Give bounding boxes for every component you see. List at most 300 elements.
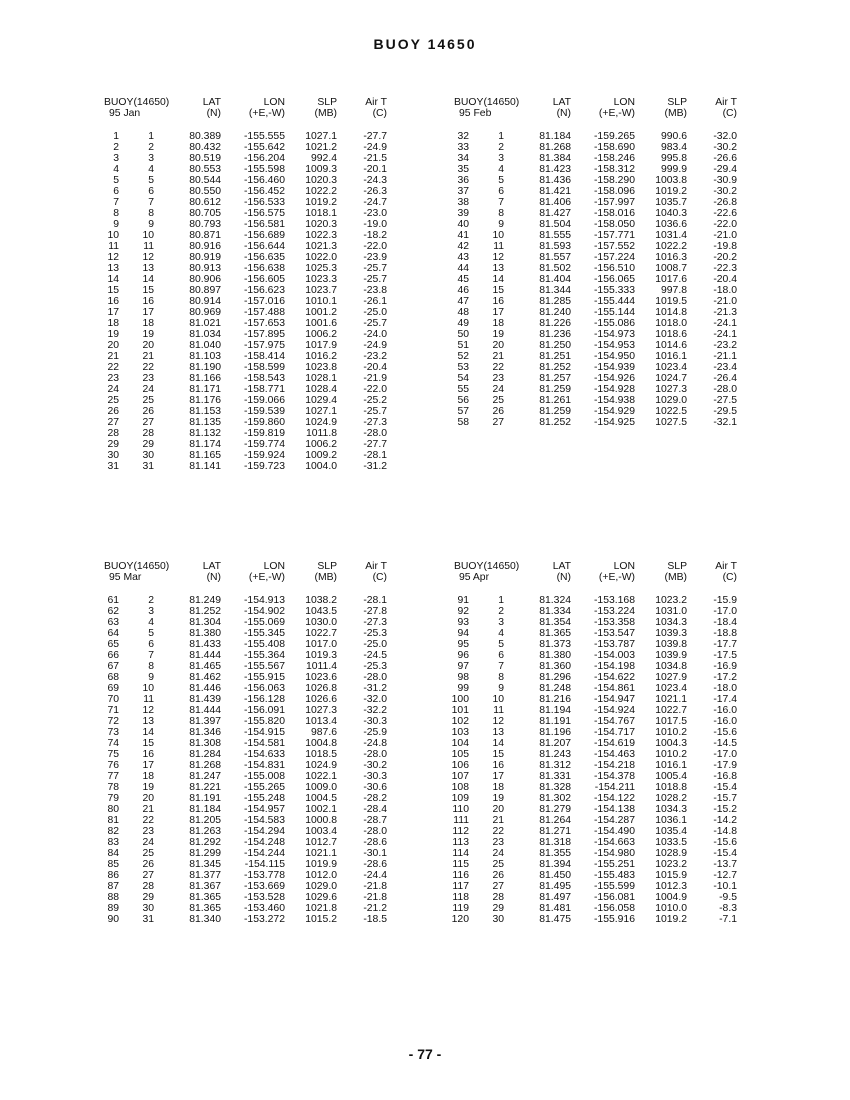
airt-cell: -32.0: [713, 131, 737, 142]
lon-cell: -154.218: [593, 760, 635, 771]
day-index-cell: 49: [457, 318, 469, 329]
day-index-cell: 34: [457, 153, 469, 164]
airt-unit-header: (C): [372, 572, 387, 583]
lat-cell: 81.243: [539, 749, 571, 760]
lat-cell: 80.519: [189, 153, 221, 164]
table-row: [454, 417, 754, 428]
table-row: [104, 373, 404, 384]
lat-cell: 80.432: [189, 142, 221, 153]
lon-cell: -155.086: [593, 318, 635, 329]
airt-cell: -21.2: [363, 903, 387, 914]
day-of-month-cell: 3: [148, 606, 154, 617]
day-index-cell: 97: [457, 661, 469, 672]
slp-cell: 1024.9: [305, 760, 337, 771]
day-of-month-cell: 5: [498, 175, 504, 186]
table-row: [104, 186, 404, 197]
airt-header: Air T: [715, 97, 737, 108]
day-index-cell: 91: [457, 595, 469, 606]
day-of-month-cell: 7: [498, 197, 504, 208]
table-row: [454, 395, 754, 406]
airt-cell: -24.1: [713, 318, 737, 329]
lon-cell: -154.490: [593, 826, 635, 837]
lon-cell: -157.975: [243, 340, 285, 351]
lon-cell: -159.265: [593, 131, 635, 142]
lat-cell: 81.380: [189, 628, 221, 639]
lat-cell: 81.166: [189, 373, 221, 384]
lon-cell: -156.204: [243, 153, 285, 164]
table-row: [454, 617, 754, 628]
day-of-month-cell: 15: [492, 285, 504, 296]
day-of-month-cell: 8: [148, 208, 154, 219]
lon-cell: -154.583: [243, 815, 285, 826]
day-of-month-cell: 6: [148, 639, 154, 650]
day-of-month-cell: 8: [498, 672, 504, 683]
day-of-month-cell: 3: [498, 617, 504, 628]
slp-cell: 1004.5: [305, 793, 337, 804]
lon-cell: -153.787: [593, 639, 635, 650]
airt-cell: -20.4: [363, 362, 387, 373]
table-header: [104, 561, 404, 587]
lon-cell: -154.248: [243, 837, 285, 848]
airt-cell: -27.7: [363, 131, 387, 142]
table-row: [454, 595, 754, 606]
airt-cell: -24.4: [363, 870, 387, 881]
day-index-cell: 65: [107, 639, 119, 650]
lon-cell: -154.938: [593, 395, 635, 406]
table-mar: [104, 561, 404, 925]
day-of-month-cell: 13: [492, 727, 504, 738]
lat-cell: 81.340: [189, 914, 221, 925]
lat-cell: 81.475: [539, 914, 571, 925]
day-index-cell: 108: [451, 782, 469, 793]
day-of-month-cell: 22: [142, 815, 154, 826]
lat-cell: 81.174: [189, 439, 221, 450]
table-row: [454, 153, 754, 164]
slp-cell: 1027.1: [305, 131, 337, 142]
lon-cell: -155.642: [243, 142, 285, 153]
day-index-cell: 101: [451, 705, 469, 716]
airt-cell: -18.2: [363, 230, 387, 241]
day-of-month-cell: 23: [492, 837, 504, 848]
airt-cell: -14.2: [713, 815, 737, 826]
slp-cell: 1029.4: [305, 395, 337, 406]
day-of-month-cell: 15: [492, 749, 504, 760]
airt-cell: -30.2: [713, 186, 737, 197]
table-row: [454, 672, 754, 683]
day-of-month-cell: 3: [498, 153, 504, 164]
table-row: [104, 428, 404, 439]
slp-cell: 1001.6: [305, 318, 337, 329]
slp-cell: 1035.4: [655, 826, 687, 837]
airt-cell: -16.8: [713, 771, 737, 782]
table-row: [451, 771, 754, 782]
lat-cell: 80.553: [189, 164, 221, 175]
lon-unit-header: (+E,-W): [248, 572, 285, 583]
slp-cell: 1013.4: [305, 716, 337, 727]
day-index-cell: 51: [457, 340, 469, 351]
airt-cell: -15.6: [713, 837, 737, 848]
day-of-month-cell: 29: [142, 892, 154, 903]
day-of-month-cell: 9: [498, 683, 504, 694]
airt-cell: -28.1: [363, 450, 387, 461]
lat-cell: 80.916: [189, 241, 221, 252]
table-header: [104, 97, 404, 123]
lat-cell: 80.906: [189, 274, 221, 285]
lon-cell: -155.345: [243, 628, 285, 639]
day-of-month-cell: 18: [142, 771, 154, 782]
day-of-month-cell: 20: [142, 340, 154, 351]
lon-cell: -156.533: [243, 197, 285, 208]
lat-cell: 81.263: [189, 826, 221, 837]
slp-cell: 1014.8: [655, 307, 687, 318]
lat-cell: 81.312: [539, 760, 571, 771]
slp-cell: 1006.2: [305, 329, 337, 340]
slp-cell: 1023.8: [305, 362, 337, 373]
slp-cell: 1028.2: [655, 793, 687, 804]
lon-cell: -158.312: [593, 164, 635, 175]
day-of-month-cell: 24: [492, 848, 504, 859]
slp-cell: 1023.4: [655, 683, 687, 694]
slp-cell: 1022.3: [305, 230, 337, 241]
lat-cell: 81.324: [539, 595, 571, 606]
table-row: [454, 175, 754, 186]
lon-unit-header: (+E,-W): [598, 572, 635, 583]
airt-cell: -19.8: [713, 241, 737, 252]
day-index-cell: 13: [107, 263, 119, 274]
table-row: [454, 804, 754, 815]
airt-cell: -28.0: [363, 826, 387, 837]
slp-cell: 1009.3: [305, 164, 337, 175]
table-row: [454, 406, 754, 417]
lat-cell: 81.377: [189, 870, 221, 881]
slp-cell: 1022.0: [305, 252, 337, 263]
airt-cell: -15.2: [713, 804, 737, 815]
airt-header: Air T: [365, 97, 387, 108]
day-index-cell: 16: [107, 296, 119, 307]
lon-cell: -154.463: [593, 749, 635, 760]
lat-cell: 81.176: [189, 395, 221, 406]
table-row: [454, 230, 754, 241]
lon-cell: -155.251: [593, 859, 635, 870]
lon-cell: -155.408: [243, 639, 285, 650]
airt-cell: -28.6: [363, 837, 387, 848]
day-of-month-cell: 6: [498, 186, 504, 197]
slp-cell: 1034.8: [655, 661, 687, 672]
buoy-id-header: BUOY(14650): [104, 97, 170, 108]
lon-cell: -158.690: [593, 142, 635, 153]
day-index-cell: 87: [107, 881, 119, 892]
day-of-month-cell: 31: [142, 461, 154, 472]
day-index-cell: 21: [107, 351, 119, 362]
airt-cell: -13.7: [713, 859, 737, 870]
day-of-month-cell: 7: [148, 650, 154, 661]
lat-cell: 81.296: [539, 672, 571, 683]
lon-cell: -155.248: [243, 793, 285, 804]
airt-cell: -15.4: [713, 782, 737, 793]
day-index-cell: 7: [113, 197, 119, 208]
lon-cell: -156.091: [243, 705, 285, 716]
airt-cell: -29.5: [713, 406, 737, 417]
day-index-cell: 39: [457, 208, 469, 219]
day-index-cell: 30: [107, 450, 119, 461]
day-index-cell: 63: [107, 617, 119, 628]
airt-cell: -28.4: [363, 804, 387, 815]
airt-cell: -24.9: [363, 142, 387, 153]
lon-cell: -157.771: [593, 230, 635, 241]
slp-cell: 1023.2: [655, 595, 687, 606]
day-of-month-cell: 13: [492, 263, 504, 274]
day-index-cell: 92: [457, 606, 469, 617]
slp-cell: 1012.7: [305, 837, 337, 848]
lat-cell: 81.397: [189, 716, 221, 727]
lon-cell: -155.483: [593, 870, 635, 881]
table-row: [451, 727, 754, 738]
lat-cell: 81.365: [539, 628, 571, 639]
airt-cell: -16.0: [713, 716, 737, 727]
slp-cell: 1009.2: [305, 450, 337, 461]
lat-cell: 81.481: [539, 903, 571, 914]
airt-cell: -26.1: [363, 296, 387, 307]
slp-cell: 995.8: [660, 153, 687, 164]
lon-cell: -158.050: [593, 219, 635, 230]
table-row: [104, 274, 404, 285]
slp-cell: 1036.1: [655, 815, 687, 826]
day-of-month-cell: 28: [492, 892, 504, 903]
lat-cell: 81.444: [189, 705, 221, 716]
day-of-month-cell: 1: [498, 131, 504, 142]
slp-cell: 1022.5: [655, 406, 687, 417]
lon-cell: -156.581: [243, 219, 285, 230]
slp-cell: 1012.3: [655, 881, 687, 892]
day-index-cell: 45: [457, 274, 469, 285]
airt-cell: -18.4: [713, 617, 737, 628]
table-row: [104, 892, 404, 903]
day-of-month-cell: 21: [492, 815, 504, 826]
day-of-month-cell: 2: [498, 142, 504, 153]
slp-cell: 1012.0: [305, 870, 337, 881]
lon-cell: -157.552: [593, 241, 635, 252]
day-index-cell: 102: [451, 716, 469, 727]
slp-cell: 1004.9: [655, 892, 687, 903]
day-of-month-cell: 9: [498, 219, 504, 230]
table-row: [104, 628, 404, 639]
airt-cell: -18.5: [363, 914, 387, 925]
lat-cell: 81.593: [539, 241, 571, 252]
table-row: [454, 351, 754, 362]
slp-cell: 1023.3: [305, 274, 337, 285]
day-of-month-cell: 26: [142, 859, 154, 870]
airt-cell: -24.1: [713, 329, 737, 340]
table-row: [454, 848, 754, 859]
lon-cell: -154.947: [593, 694, 635, 705]
lat-cell: 81.365: [189, 892, 221, 903]
table-header: [454, 561, 754, 587]
day-of-month-cell: 20: [492, 804, 504, 815]
day-index-cell: 99: [457, 683, 469, 694]
table-row: [104, 340, 404, 351]
day-index-cell: 106: [451, 760, 469, 771]
day-index-cell: 40: [457, 219, 469, 230]
lon-cell: -154.913: [243, 595, 285, 606]
day-of-month-cell: 11: [143, 241, 154, 252]
day-of-month-cell: 12: [492, 716, 504, 727]
slp-cell: 1031.0: [655, 606, 687, 617]
lat-cell: 81.257: [539, 373, 571, 384]
lon-cell: -158.599: [243, 362, 285, 373]
day-of-month-cell: 24: [142, 837, 154, 848]
lat-cell: 81.196: [539, 727, 571, 738]
lon-cell: -154.138: [593, 804, 635, 815]
table-row: [104, 859, 404, 870]
lon-cell: -159.819: [243, 428, 285, 439]
lon-cell: -156.510: [593, 263, 635, 274]
lon-cell: -154.211: [594, 782, 635, 793]
airt-cell: -18.8: [713, 628, 737, 639]
lon-cell: -158.543: [243, 373, 285, 384]
slp-cell: 997.8: [660, 285, 687, 296]
slp-cell: 1008.7: [655, 263, 687, 274]
day-index-cell: 79: [107, 793, 119, 804]
airt-cell: -23.9: [363, 252, 387, 263]
lat-cell: 81.251: [539, 351, 571, 362]
lat-cell: 81.153: [189, 406, 221, 417]
slp-header: SLP: [317, 561, 337, 572]
slp-cell: 1022.2: [305, 186, 337, 197]
airt-cell: -23.8: [363, 285, 387, 296]
lat-cell: 81.423: [539, 164, 571, 175]
day-index-cell: 42: [457, 241, 469, 252]
table-row: [451, 793, 754, 804]
slp-cell: 1010.2: [655, 727, 687, 738]
lat-cell: 81.249: [189, 595, 221, 606]
lat-cell: 81.433: [189, 639, 221, 650]
day-index-cell: 119: [452, 903, 469, 914]
slp-cell: 1022.7: [655, 705, 687, 716]
lon-cell: -156.623: [243, 285, 285, 296]
lon-cell: -154.957: [243, 804, 285, 815]
month-header: 95 Apr: [459, 572, 490, 583]
table-row: [454, 859, 754, 870]
slp-cell: 1024.9: [305, 417, 337, 428]
table-row: [454, 263, 754, 274]
lat-cell: 81.302: [539, 793, 571, 804]
airt-cell: -17.4: [713, 694, 737, 705]
day-index-cell: 29: [107, 439, 119, 450]
day-index-cell: 116: [452, 870, 469, 881]
day-of-month-cell: 9: [148, 219, 154, 230]
day-of-month-cell: 21: [142, 351, 154, 362]
lat-cell: 81.557: [539, 252, 571, 263]
lon-cell: -154.861: [593, 683, 635, 694]
lon-cell: -154.633: [243, 749, 285, 760]
day-index-cell: 84: [107, 848, 119, 859]
lat-cell: 81.497: [539, 892, 571, 903]
table-row: [104, 716, 404, 727]
day-index-cell: 85: [107, 859, 119, 870]
airt-cell: -30.6: [363, 782, 387, 793]
day-index-cell: 15: [107, 285, 119, 296]
lat-cell: 81.184: [539, 131, 571, 142]
day-of-month-cell: 1: [148, 131, 154, 142]
lon-cell: -153.224: [593, 606, 635, 617]
slp-unit-header: (MB): [664, 108, 687, 119]
airt-unit-header: (C): [722, 108, 737, 119]
lon-cell: -156.452: [243, 186, 285, 197]
table-row: [104, 285, 404, 296]
day-index-cell: 107: [451, 771, 469, 782]
slp-cell: 1023.7: [305, 285, 337, 296]
slp-cell: 1016.1: [655, 760, 687, 771]
lon-cell: -156.638: [243, 263, 285, 274]
lat-cell: 81.252: [539, 417, 571, 428]
day-index-cell: 80: [107, 804, 119, 815]
slp-cell: 1021.2: [305, 142, 337, 153]
day-index-cell: 25: [107, 395, 119, 406]
slp-cell: 1023.2: [655, 859, 687, 870]
table-row: [104, 804, 404, 815]
day-of-month-cell: 12: [492, 252, 504, 263]
day-index-cell: 2: [113, 142, 119, 153]
airt-cell: -17.9: [713, 760, 737, 771]
slp-cell: 1028.1: [305, 373, 337, 384]
day-index-cell: 77: [107, 771, 119, 782]
day-of-month-cell: 31: [142, 914, 154, 925]
lon-cell: -154.244: [243, 848, 285, 859]
airt-header: Air T: [365, 561, 387, 572]
lon-cell: -155.144: [593, 307, 635, 318]
lat-cell: 81.171: [189, 384, 221, 395]
day-index-cell: 20: [107, 340, 119, 351]
day-index-cell: 96: [457, 650, 469, 661]
lon-cell: -154.622: [593, 672, 635, 683]
airt-cell: -22.0: [363, 241, 387, 252]
lon-cell: -158.096: [593, 186, 635, 197]
airt-unit-header: (C): [372, 108, 387, 119]
airt-cell: -30.9: [713, 175, 737, 186]
slp-cell: 1010.0: [655, 903, 687, 914]
airt-cell: -24.3: [363, 175, 387, 186]
day-index-cell: 9: [113, 219, 119, 230]
table-row: [104, 362, 404, 373]
slp-cell: 1028.9: [655, 848, 687, 859]
airt-cell: -8.3: [719, 903, 737, 914]
day-of-month-cell: 8: [498, 208, 504, 219]
table-row: [454, 219, 754, 230]
table-row: [104, 749, 404, 760]
table-row: [104, 296, 404, 307]
table-row: [451, 694, 754, 705]
table-row: [104, 461, 404, 472]
airt-cell: -25.3: [363, 661, 387, 672]
slp-cell: 1005.4: [655, 771, 687, 782]
table-row: [104, 263, 404, 274]
table-row: [451, 760, 754, 771]
day-index-cell: 46: [457, 285, 469, 296]
day-index-cell: 62: [107, 606, 119, 617]
slp-cell: 1034.3: [655, 617, 687, 628]
airt-cell: -25.2: [363, 395, 387, 406]
day-of-month-cell: 29: [492, 903, 504, 914]
airt-cell: -31.2: [363, 683, 387, 694]
slp-cell: 1017.0: [305, 639, 337, 650]
airt-cell: -17.0: [713, 606, 737, 617]
lon-cell: -157.224: [593, 252, 635, 263]
slp-cell: 1039.9: [655, 650, 687, 661]
day-of-month-cell: 4: [498, 628, 504, 639]
slp-header: SLP: [667, 97, 687, 108]
table-row: [104, 848, 404, 859]
day-index-cell: 104: [451, 738, 469, 749]
